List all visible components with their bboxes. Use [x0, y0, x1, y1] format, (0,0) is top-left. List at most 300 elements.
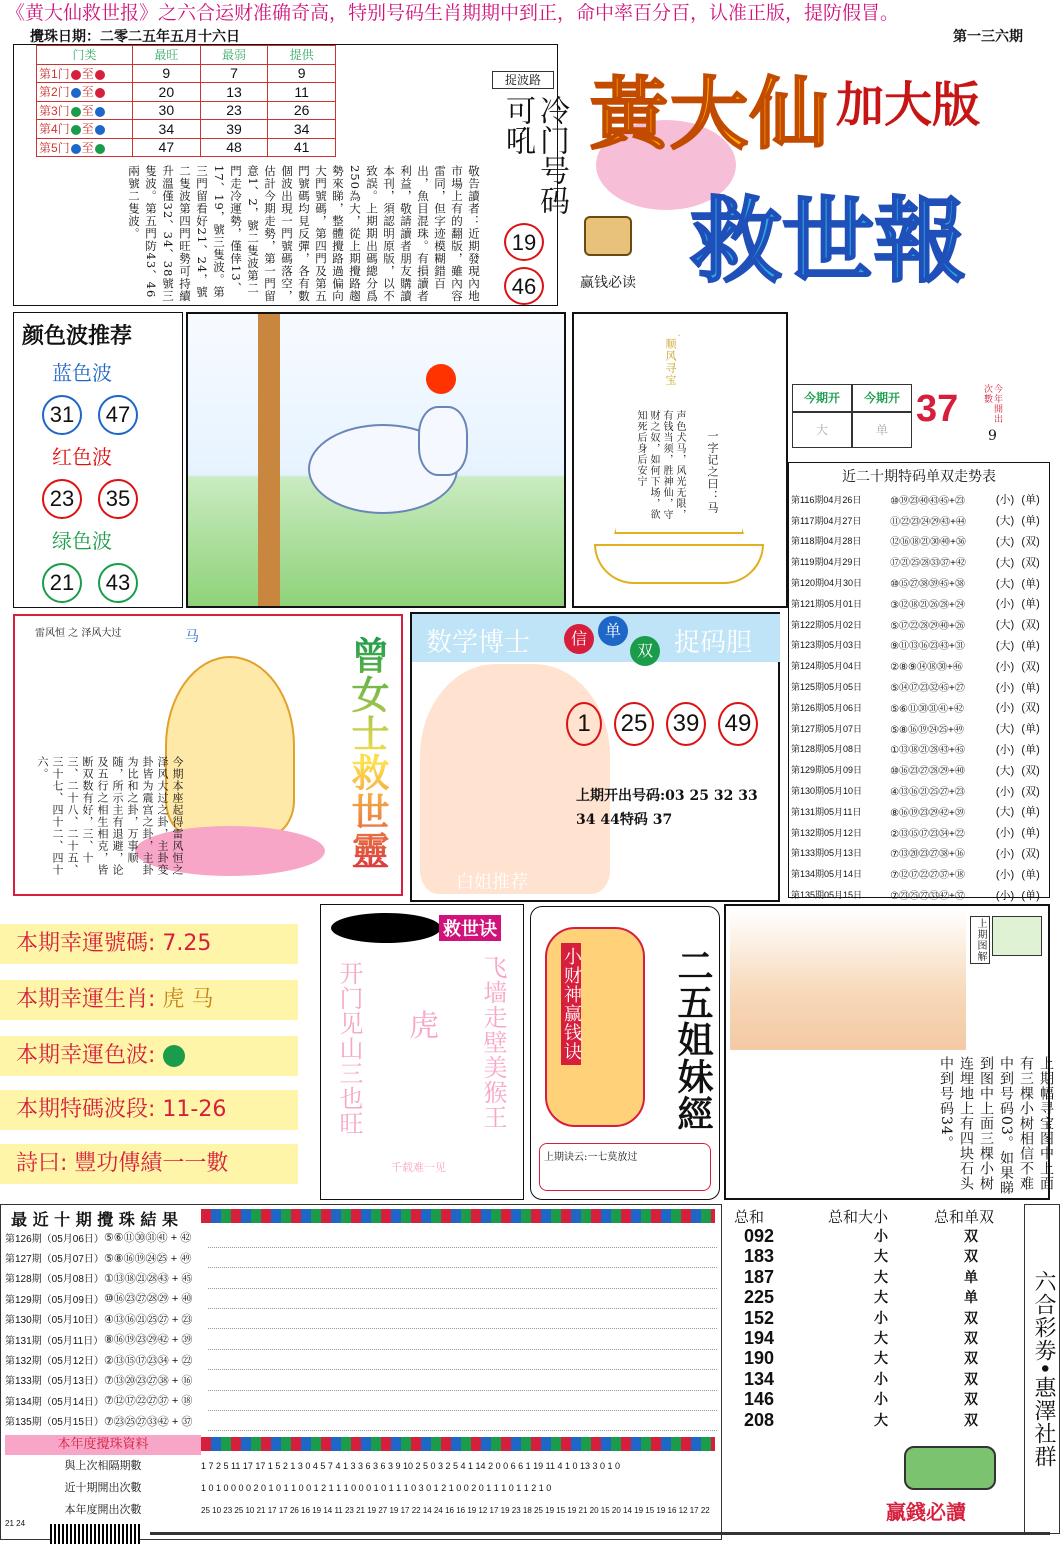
green-ball: 43: [98, 563, 138, 603]
trend-numbers: ②⑬⑮⑰㉓㉞+㉒: [890, 828, 965, 840]
horse-head: [418, 406, 468, 476]
lucky-color: 本期幸運色波:: [0, 1036, 298, 1076]
trend-row: [791, 655, 1047, 676]
sum-size: 大: [874, 1268, 888, 1285]
sum-header: 总和大小: [828, 1208, 889, 1226]
result-row: [5, 1390, 717, 1410]
bopai-number: 19: [504, 223, 544, 261]
year-row: 近十期開出次數 1 0 1 0 0 0 0 2 0 1 0 1 1 0 0 1 2 1 1 1 0 0 0 1 0 1 1 1 0 3 0 1 2 1 0 0 2 0 1 1 1 0 1 1 2 1 0: [64, 1482, 552, 1494]
door-label: 第1门: [39, 66, 70, 81]
result-dots: [208, 1247, 717, 1267]
doctor-last: 上期开出号码:03 25 32 33 34 44特码 37: [576, 788, 758, 828]
door-header: 提供: [268, 46, 336, 65]
door-table: [36, 45, 336, 157]
result-dots: [208, 1329, 717, 1349]
trend-period: 第129期05月09日: [791, 765, 863, 776]
trend-numbers: ⑤⑭⑰㉓㉜㊺+㉗: [890, 683, 965, 695]
door-label: 第5门: [39, 140, 70, 155]
trend-row: [791, 489, 1047, 510]
sum-header: 总和: [734, 1208, 765, 1226]
trend-period: 第117期04月27日: [791, 515, 862, 526]
result-numbers: ④⑬⑯㉑㉕㉗ + ㉓: [103, 1313, 193, 1326]
trend-numbers: ⑤⑥⑪㉚㉛㊶+㊷: [890, 703, 964, 715]
red-ball: 35: [98, 479, 138, 519]
green-ball-icon: [163, 1045, 185, 1067]
trend-numbers: ⑧⑯⑲㉓㉙㊷+㊴: [890, 807, 965, 819]
trend-row: [791, 697, 1047, 718]
trend-row: [791, 759, 1047, 780]
riddle-panel: [724, 904, 1054, 1200]
yin-yang-icon: [331, 913, 441, 943]
result-period: 第133期（05月13日）: [5, 1376, 104, 1388]
trend-parity: (单): [1021, 577, 1040, 590]
sum-size: 大: [874, 1289, 888, 1306]
result-numbers: ⑦⑬⑳㉓㉗㊳ + ⑯: [103, 1374, 193, 1387]
result-row: [5, 1268, 717, 1288]
horse-icon: 马: [191, 987, 214, 1012]
draw-date: 攪珠日期：二零二五年五月十六日: [30, 29, 240, 45]
result-numbers: ⑩⑯㉓㉗㉘㉙ + ㊵: [103, 1293, 193, 1306]
trend-numbers: ③⑫⑱㉑㉖㉘+㉔: [890, 599, 965, 611]
sum-total: 190: [744, 1348, 775, 1369]
title-tagline: 赢钱必读: [580, 275, 636, 291]
door-value: 47: [133, 138, 201, 157]
sum-parity: 双: [964, 1370, 978, 1387]
bopai-number: 46: [504, 267, 544, 305]
trend-period: 第131期05月11日: [791, 806, 862, 817]
result-row: [5, 1411, 717, 1431]
trend-parity: (单): [1021, 868, 1040, 881]
door-value: 9: [133, 64, 201, 83]
doctor-panel: [410, 612, 780, 902]
boat-lines: 声色犬马，风光无限，有钱当须，胜神仙，守财之奴，如何下场，欲知死后身后安宁: [635, 410, 685, 520]
trend-row: [791, 551, 1047, 572]
result-dots: [208, 1349, 717, 1369]
trend-period: 第132期05月12日: [791, 827, 863, 838]
child-figure: [545, 927, 645, 1127]
trend-parity: (单): [1021, 889, 1040, 902]
trend-title: 近二十期特码单双走势表: [842, 469, 996, 485]
door-value: 13: [200, 83, 268, 102]
door-row: 第3门 至 30 23 26: [37, 101, 336, 120]
lucky-zodiac: 本期幸運生肖: 虎 马: [0, 980, 298, 1020]
trend-parity: (双): [1021, 660, 1040, 673]
results-table: [5, 1227, 717, 1431]
doctor-recommend: 白姐推荐: [456, 872, 528, 893]
result-row: [5, 1370, 717, 1390]
title-edition: 加大版: [836, 77, 981, 133]
current-count: 9: [988, 428, 997, 444]
sum-parity: 双: [964, 1309, 978, 1326]
trend-numbers: ⑪㉒㉓㉔㉙㊸+㊹: [890, 516, 966, 528]
trend-numbers: ⑦⑫⑰㉒㉗㊲+⑱: [890, 870, 965, 882]
trend-numbers: ⑤⑧⑯⑲㉔㉕+㊾: [890, 724, 964, 736]
result-period: 第131期（05月11日）: [5, 1335, 104, 1347]
sum-size: 小: [874, 1370, 888, 1387]
trend-period: 第127期05月07日: [791, 723, 863, 734]
result-numbers: ⑤⑥⑪㉚㉛㊶ + ㊷: [103, 1232, 192, 1245]
trend-period: 第134期05月14日: [791, 869, 863, 880]
lady-zodiac: 马: [185, 629, 199, 645]
sum-size: 大: [874, 1411, 888, 1428]
current-label: 今期开: [852, 384, 912, 412]
boat-note: 一字记之曰：马: [706, 430, 719, 514]
lady-header: 雷风恒 之 泽风大过: [35, 628, 122, 639]
trend-panel: [788, 462, 1050, 903]
year-title: 本年度攪珠資料: [5, 1435, 201, 1455]
result-numbers: ⑦⑫⑰㉒㉗㊲ + ⑱: [103, 1395, 193, 1408]
trend-row: [791, 635, 1047, 656]
trend-row: [791, 510, 1047, 531]
sum-size: 小: [874, 1309, 888, 1326]
trend-parity: (单): [1021, 806, 1040, 819]
trend-size: (小): [995, 785, 1015, 798]
money-hand-icon: [904, 1446, 996, 1490]
trend-row: [791, 614, 1047, 635]
trend-numbers: ①⑬⑱㉑㉘㊸+㊺: [890, 745, 965, 757]
jueshi-panel: [320, 904, 524, 1200]
result-dots: [208, 1268, 717, 1288]
result-row: [5, 1247, 717, 1267]
blue-wave-label: 蓝色波: [52, 361, 112, 385]
sum-parity: 双: [964, 1350, 978, 1367]
trend-size: (大): [995, 764, 1015, 777]
riddle-picture: [730, 910, 966, 1050]
sums-footer: 贏錢必讀: [886, 1500, 966, 1524]
trend-period: 第125期05月05日: [791, 682, 863, 693]
trend-numbers: ⑨⑪⑬⑯㉓㊸+㉛: [890, 641, 965, 653]
trend-size: (小): [995, 598, 1015, 611]
blue-ball: 47: [98, 395, 138, 435]
sun: [426, 364, 456, 394]
door-value: 34: [133, 120, 201, 139]
trend-parity: (双): [1021, 619, 1040, 632]
sum-total: 208: [744, 1409, 775, 1430]
trend-parity: (双): [1021, 764, 1040, 777]
bopai-label: 捉波路: [492, 71, 554, 89]
door-value: 23: [200, 101, 268, 120]
trend-row: [791, 863, 1047, 884]
jueshi-left: 开门见山三也旺: [335, 961, 363, 1136]
trend-numbers: ⑤⑰㉒㉘㉙㊵+㉖: [890, 620, 965, 632]
door-header: 门类: [37, 46, 133, 65]
door-row: 第2门 至 20 13 11: [37, 83, 336, 102]
riddle-icon: [992, 916, 1042, 956]
lady-panel: [13, 614, 403, 896]
lucky-number: 本期幸運號碼: 7.25: [0, 924, 298, 964]
result-row: [5, 1349, 717, 1369]
doctor-badge: 信: [564, 624, 594, 654]
jueshi-foot: 千载难一见: [391, 1161, 446, 1174]
result-row: [5, 1329, 717, 1349]
jueshi-right: 飞墙走壁美猴王: [479, 955, 507, 1130]
door-value: 34: [268, 120, 336, 139]
color-wave-panel: [13, 312, 183, 608]
sum-parity: 双: [964, 1330, 978, 1346]
barcode: [50, 1524, 140, 1544]
sisters-panel: [530, 906, 720, 1200]
tiger-icon: 虎: [162, 987, 185, 1012]
trend-numbers: ⑩⑮㉗㊳㊴㊺+㊳: [890, 579, 965, 591]
result-period: 第126期（05月06日）: [5, 1233, 104, 1245]
trend-period: 第118期04月28日: [791, 536, 862, 547]
sum-parity: 双: [964, 1391, 978, 1408]
result-dots: [208, 1411, 717, 1431]
trend-row: [791, 572, 1047, 593]
sum-total: 187: [744, 1266, 775, 1287]
riddle-badge: 上期图解: [970, 916, 990, 964]
trend-size: (大): [995, 556, 1015, 569]
boat-panel: [572, 312, 788, 608]
horse-picture: [186, 312, 566, 608]
sum-parity: 单: [964, 1289, 978, 1306]
result-period: 第134期（05月14日）: [5, 1396, 104, 1408]
result-numbers: ⑦㉓㉕㉗㉝㊷ + ㊲: [103, 1415, 193, 1428]
door-row: 第1门 至 9 7 9: [37, 64, 336, 83]
door-label: 第4门: [39, 122, 70, 137]
doctor-number: 39: [666, 702, 706, 746]
door-value: 20: [133, 83, 201, 102]
result-period: 第130期（05月10日）: [5, 1315, 104, 1327]
blue-ball: 31: [42, 395, 82, 435]
jueshi-badge: 救世诀: [439, 915, 501, 941]
trend-size: (小): [995, 743, 1015, 756]
doctor-number: 1: [566, 702, 602, 746]
tree-trunk: [258, 314, 280, 606]
red-wave-label: 红色波: [52, 445, 112, 469]
results-title: 最 近 十 期 攪 珠 結 果: [11, 1210, 178, 1229]
trend-period: 第121期05月01日: [791, 598, 863, 609]
door-value: 39: [200, 120, 268, 139]
trend-row: [791, 593, 1047, 614]
year-strip: [201, 1437, 715, 1451]
trend-period: 第126期05月06日: [791, 702, 863, 713]
title-huang-daxian: 黃大仙: [590, 70, 831, 160]
current-label: 今期开: [792, 384, 852, 412]
color-wave-title: 颜色波推荐: [22, 324, 133, 349]
trend-parity: (双): [1021, 785, 1040, 798]
trend-parity: (单): [1021, 639, 1040, 652]
current-side-label: 今年開出次數: [982, 384, 1002, 424]
trend-numbers: ⑦⑬⑳㉓㉗㊳+⑯: [890, 849, 965, 861]
side-label: 六合彩劵•惠澤社群: [1024, 1204, 1060, 1534]
boat-poem: 顺风寻宝: [664, 338, 677, 386]
sum-total: 146: [744, 1389, 775, 1410]
door-header: 最弱: [200, 46, 268, 65]
trend-size: (小): [995, 702, 1015, 715]
door-value: 9: [268, 64, 336, 83]
trend-period: 第123期05月03日: [791, 640, 863, 651]
doctor-badge: 双: [630, 636, 660, 666]
current-size: 大: [792, 412, 852, 448]
result-numbers: ②⑬⑮⑰㉓㉞ + ㉒: [103, 1354, 193, 1367]
door-value: 11: [268, 83, 336, 102]
trend-row: [791, 884, 1047, 905]
trend-numbers: ②⑧⑨⑭⑱㉚+㊻: [890, 662, 963, 674]
trend-parity: (单): [1021, 827, 1040, 840]
trend-numbers: ⑩⑯㉓㉗㉘㉙+㊵: [890, 766, 965, 778]
sum-size: 大: [874, 1330, 888, 1346]
trend-parity: (单): [1021, 515, 1040, 528]
trend-period: 第124期05月04日: [791, 661, 863, 672]
sum-total: 092: [744, 1226, 775, 1246]
result-numbers: ⑧⑯⑲㉓㉙㊷ + ㊴: [103, 1334, 193, 1347]
sum-parity: 双: [964, 1411, 978, 1428]
trend-size: (小): [995, 889, 1015, 902]
boat-hull: [594, 544, 764, 584]
sum-header: 总和单双: [934, 1208, 995, 1226]
trend-size: (大): [995, 535, 1015, 548]
results-panel: [0, 1204, 722, 1540]
trend-numbers: ⑫⑯⑱㉑㉚㊵+㊱: [890, 537, 966, 549]
door-value: 48: [200, 138, 268, 157]
door-header: 最旺: [133, 46, 201, 65]
trend-period: 第122期05月02日: [791, 619, 863, 630]
trend-size: (大): [995, 577, 1015, 590]
riddle-text: 上期幅寻宝图中上面有三棵小树相信不难中到号码03。如果睇到图中上面三棵小树连埋地上有四块石头中到号码34。: [938, 1056, 1054, 1196]
door-value: 26: [268, 101, 336, 120]
doctor-badge: 单: [598, 616, 628, 646]
trend-numbers: ⑩⑲㉓㊵㊸㊺+㉓: [890, 495, 965, 507]
doctor-number: 25: [614, 702, 654, 746]
trend-row: [791, 843, 1047, 864]
scroll-text: 小财神赢钱诀: [561, 943, 581, 1065]
trend-period: 第130期05月10日: [791, 786, 863, 797]
sum-size: 大: [874, 1350, 888, 1367]
trend-size: (小): [995, 681, 1015, 694]
result-row: [5, 1227, 717, 1247]
result-dots: [208, 1288, 717, 1308]
title-main: 救世報: [690, 188, 967, 295]
trend-size: (大): [995, 515, 1015, 528]
green-ball: 21: [42, 563, 82, 603]
year-row: 與上次相隔期數 1 7 2 5 11 17 17 1 5 2 1 3 0 4 5 7 4 1 3 3 6 3 6 3 9 10 2 5 0 3 2 5 4 1 14 2 0 0 6 6 1 19 11 4 1 0 13 3 0 1 0: [64, 1460, 621, 1472]
current-number: 37: [916, 388, 959, 430]
trend-parity: (双): [1021, 847, 1040, 860]
trend-row: [791, 780, 1047, 801]
sisters-title: 二五姐妹經: [672, 947, 714, 1132]
current-parity: 单: [852, 412, 912, 448]
trend-period: 第116期04月26日: [791, 494, 862, 505]
trend-row: [791, 676, 1047, 697]
doctor-title2: 捉码胆: [674, 628, 753, 658]
year-row: 本年度開出次數 25 10 23 25 10 21 17 17 26 16 19 14 11 23 21 19 27 19 17 22 14 24 16 16 19 12 17 19 23 18 25 19 15 19 21 20 15 20 14 19 15 19 16 12 17 22 21 24: [5, 1504, 710, 1528]
result-period: 第129期（05月09日）: [5, 1294, 104, 1306]
sum-total: 194: [744, 1328, 775, 1348]
sum-parity: 双: [964, 1248, 978, 1265]
trend-numbers: ⑰㉑㉕㉘㉝㊲+㊷: [890, 558, 966, 570]
result-dots: [208, 1309, 717, 1329]
trend-parity: (双): [1021, 535, 1040, 548]
door-value: 7: [200, 64, 268, 83]
result-period: 第128期（05月08日）: [5, 1274, 104, 1286]
lucky-range: 本期特碼波段: 11-26: [0, 1090, 298, 1130]
door-label: 第2门: [39, 85, 70, 100]
door-value: 30: [133, 101, 201, 120]
result-period: 第127期（05月07日）: [5, 1254, 104, 1266]
door-value: 41: [268, 138, 336, 157]
result-period: 第132期（05月12日）: [5, 1356, 104, 1368]
sum-total: 134: [744, 1368, 775, 1389]
trend-row: [791, 718, 1047, 739]
result-numbers: ⑤⑧⑯⑲㉔㉕ + ㊾: [103, 1252, 192, 1265]
door-label: 第3门: [39, 103, 70, 118]
notice-text: 敬告讀者：近期發現內地市場上有的翻版，雖內容雷同，但字迹模糊錯百出，魚目混珠。有損讀者利益，敬請讀者朋友購讀本刊，須認明原版，以不致誤。上期期出碼總分爲250為大，從上期攪路趨勢來睇，整體攪路過偏向大門號碼，第四門及第五門號碼均見反彈，各有數個波出現一門號碼落空，估計今期走勢，第一門留意1、2，號二隻波第二門走冷運勢，僅倖13、17、19，號三隻波。第三門留看好21、24，號二隻波第四門旺勢可持續升溫僅32、34、38號三隻波。第五門防43、46兩號二隻波。: [127, 165, 481, 303]
sum-total: 152: [744, 1307, 775, 1328]
trend-period: 第120期04月30日: [791, 578, 863, 589]
lucky-poem: 詩曰: 豐功傳績一一數: [0, 1144, 298, 1184]
trend-size: (大): [995, 723, 1015, 736]
top-banner: 《黄大仙救世报》之六合运财准确奇高，特别号码生肖期期中到正，命中率百分百，认准正版，提防假冒。: [0, 0, 1063, 26]
issue-number: 第一三六期: [953, 29, 1023, 45]
door-row: 第5门 至 47 48 41: [37, 138, 336, 157]
current-draw: [792, 384, 1020, 448]
sum-parity: 双: [964, 1228, 978, 1244]
trend-size: (小): [995, 868, 1015, 881]
sisters-last: 上期诀云:一七莫放过: [539, 1143, 711, 1191]
red-ball: 23: [42, 479, 82, 519]
trend-size: (小): [995, 847, 1015, 860]
sum-size: 小: [874, 1391, 888, 1408]
result-dots: [208, 1227, 717, 1247]
trend-size: (小): [995, 660, 1015, 673]
sum-size: 小: [874, 1228, 888, 1244]
bopai-title: 冷门号码可吼: [500, 95, 569, 215]
doctor-title: 数学博士: [426, 628, 531, 658]
result-dots: [208, 1390, 717, 1410]
trend-parity: (单): [1021, 723, 1040, 736]
jueshi-center: 虎: [409, 1009, 439, 1044]
portrait: [420, 664, 610, 894]
lady-text: 今期本座起得雷风恒之泽风大过之卦，主卦变卦皆为震宫之卦，主卦为比和之卦，万事顺随，所示主有退避，论及五行之相生相克，皆断双数有好，三、十三、二十八、二十五、三十七、四十二、四十六。: [36, 756, 184, 876]
result-row: [5, 1309, 717, 1329]
date-row: [0, 26, 1063, 44]
trend-numbers: ⑦㉓㉕㉗㉝㊷+㊲: [890, 891, 965, 903]
result-row: [5, 1288, 717, 1308]
trend-parity: (双): [1021, 702, 1040, 715]
number-header-strip: [201, 1209, 715, 1223]
trend-row: [791, 822, 1047, 843]
doctor-number: 49: [718, 702, 758, 746]
trend-parity: (单): [1021, 598, 1040, 611]
money-icon: [584, 216, 632, 256]
trend-size: (小): [995, 494, 1015, 507]
trend-size: (大): [995, 639, 1015, 652]
footer-rule: [150, 1532, 1050, 1535]
trend-period: 第135期05月15日: [791, 890, 863, 901]
result-numbers: ①⑬⑱㉑㉘㊸ + ㊺: [103, 1272, 193, 1285]
trend-parity: (双): [1021, 556, 1040, 569]
door-panel: [13, 44, 569, 306]
trend-size: (小): [995, 827, 1015, 840]
trend-parity: (单): [1021, 494, 1040, 507]
trend-period: 第133期05月13日: [791, 848, 863, 859]
trend-row: [791, 531, 1047, 552]
green-wave-label: 绿色波: [52, 529, 112, 553]
trend-numbers: ④⑬⑯㉑㉕㉗+㉓: [890, 787, 965, 799]
trend-table: [791, 489, 1047, 905]
trend-parity: (单): [1021, 743, 1040, 756]
sum-total: 225: [744, 1287, 775, 1308]
trend-period: 第119期04月29日: [791, 557, 862, 568]
trend-period: 第128期05月08日: [791, 744, 863, 755]
trend-row: [791, 739, 1047, 760]
sum-total: 183: [744, 1246, 775, 1267]
lady-title: 曾女士救世靈碼: [345, 636, 389, 886]
result-period: 第135期（05月15日）: [5, 1417, 104, 1429]
trend-parity: (单): [1021, 681, 1040, 694]
trend-size: (大): [995, 619, 1015, 632]
